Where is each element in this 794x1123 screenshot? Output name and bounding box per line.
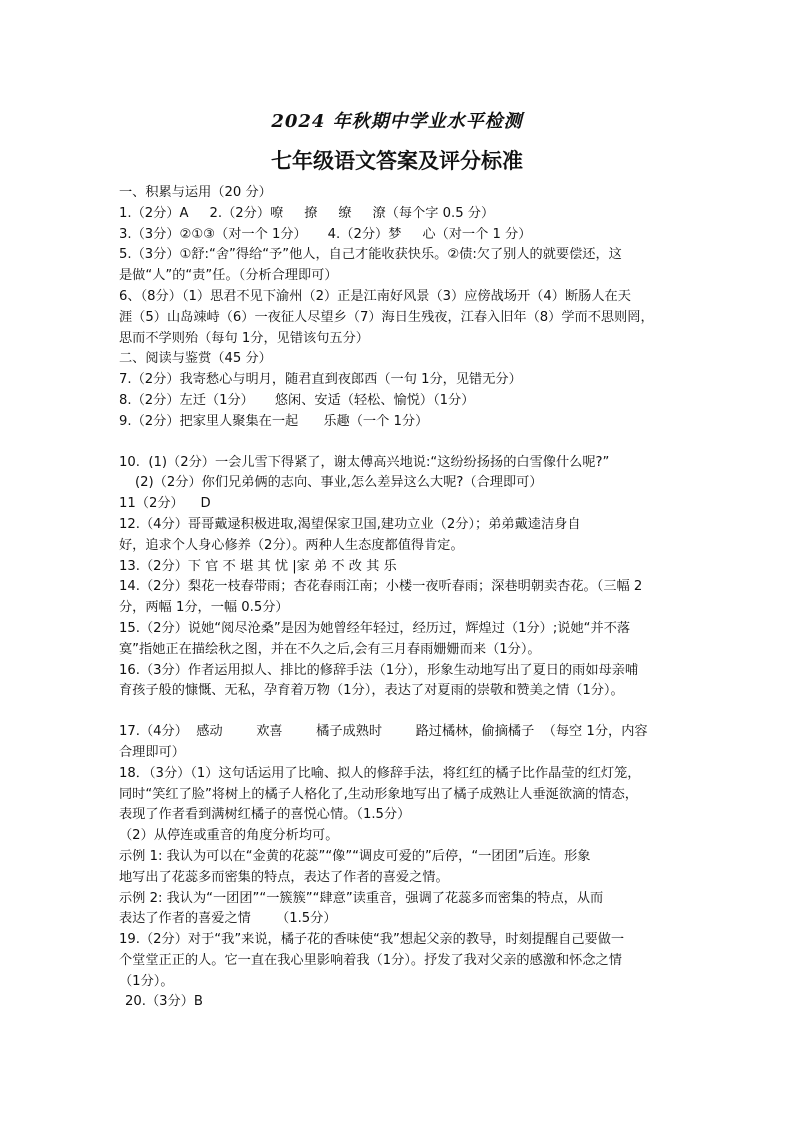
answer-line: （1分）。 — [119, 973, 174, 989]
answer-line: 示例 2: 我认为“一团团”“一簇簇”“肆意”读重音，强调了花蕊多而密集的特点，从而 — [119, 890, 604, 906]
answer-line: 涯（5）山岛竦峙（6）一夜征人尽望乡（7）海日生残夜，江春入旧年（8）学而不思则罔， — [119, 309, 654, 325]
answer-line: 思而不学则殆（每句 1分，见错该句五分） — [119, 330, 369, 346]
answer-key-title: 七年级语文答案及评分标准 — [271, 149, 523, 173]
answer-line: 合理即可） — [119, 744, 185, 760]
answer-line: 同时“笑红了脸”将树上的橘子人格化了,生动形象地写出了橘子成熟让人垂涎欲滴的情态， — [119, 786, 638, 802]
answer-line: 地写出了花蕊多而密集的特点，表达了作者的喜爱之情。 — [119, 869, 449, 885]
section-heading: 二、阅读与鉴赏（45 分） — [119, 351, 272, 367]
answer-line: 9.（2分）把家里人聚集在一起 乐趣（一个 1分） — [119, 413, 429, 429]
answer-line: 6、（8分）（1）思君不见下渝州（2）正是江南好风景（3）应傍战场开（4）断肠人在天 — [119, 288, 631, 304]
answer-line: 20.（3分）B — [125, 994, 203, 1010]
answer-line: 8.（2分）左迁（1分） 悠闲、安适（轻松、愉悦）（1分） — [119, 392, 475, 408]
answer-line: 18．（3分）（1）这句话运用了比喻、拟人的修辞手法，将红红的橘子比作晶莹的红灯笼， — [119, 765, 641, 781]
answer-line: 好，追求个人身心修养（2分）。两种人生态度都值得肯定。 — [119, 537, 464, 553]
answer-line: 表达了作者的喜爱之情 （1.5分） — [119, 911, 337, 927]
answer-line: 10. (1)（2分）一会儿雪下得紧了，谢太傅高兴地说:“这纷纷扬扬的白雪像什么呢?” — [119, 454, 610, 470]
exam-title: 2024 年秋期中学业水平检测 — [271, 111, 523, 132]
answer-line: 育孩子般的慷慨、无私，孕育着万物（1分），表达了对夏雨的崇敬和赞美之情（1分）。 — [119, 683, 624, 699]
answer-line: 个堂堂正正的人。它一直在我心里影响着我（1分）。抒发了我对父亲的感激和怀念之情 — [119, 952, 622, 968]
answer-line: 16.（3分）作者运用拟人、排比的修辞手法（1分），形象生动地写出了夏日的雨如母亲哺 — [119, 662, 639, 678]
answer-line: 13.（2分）下 官 不 堪 其 忧 |家 弟 不 改 其 乐 — [119, 558, 397, 574]
answer-line: （2）从停连或重音的角度分析均可。 — [119, 828, 339, 844]
answer-line: 表现了作者看到满树红橘子的喜悦心情。（1.5分） — [119, 807, 411, 823]
answer-line: 5.（3分）①舒:“舍”得给“予”他人，自己才能收获快乐。②债:欠了别人的就要偿还，这 — [119, 247, 622, 263]
answer-line: 11（2分） D — [119, 496, 211, 512]
answer-line: 1.（2分）A 2.（2分）嘹 撩 缭 潦（每个字 0.5 分） — [119, 205, 495, 221]
answer-line: 15.（2分）说她“阅尽沧桑”是因为她曾经年轻过，经历过，辉煌过（1分）;说她“并不落 — [119, 620, 631, 636]
answer-line: 7.（2分）我寄愁心与明月，随君直到夜郎西（一句 1分，见错无分） — [119, 372, 522, 388]
answer-line: 3.（3分）②①③（对一个 1分） 4.（2分）梦 心（对一个 1 分） — [119, 226, 532, 242]
section-heading: 一、积累与运用（20 分） — [119, 185, 272, 200]
answer-line: 14.（2分）梨花一枝春带雨；杏花春雨江南；小楼一夜听春雨；深巷明朝卖杏花。（三幅 2 — [119, 579, 643, 595]
answer-line: 是做“人”的“责”任。（分析合理即可） — [119, 268, 338, 284]
answer-content — [119, 183, 679, 1013]
answer-line: 示例 1: 我认为可以在“金黄的花蕊”“像”“调皮可爱的”后停，“一团团”后连。形象 — [119, 848, 591, 864]
answer-line: 12.（4分）哥哥戴逯积极进取,渴望保家卫国,建功立业（2分）；弟弟戴逵洁身自 — [119, 516, 581, 532]
answer-line: 分，两幅 1分，一幅 0.5分） — [119, 600, 289, 616]
answer-line: 寞”指她正在描绘秋之图，并在不久之后,会有三月春雨姗姗而来（1分）。 — [119, 641, 541, 657]
answer-line: 17.（4分） 感动 欢喜 橘子成熟时 路过橘林，偷摘橘子 （每空 1分，内容 — [119, 724, 648, 740]
answer-line: (2)（2分）你们兄弟俩的志向、事业,怎么差异这么大呢?（合理即可） — [135, 475, 543, 491]
answer-line: 19.（2分）对于“我”来说，橘子花的香味使“我”想起父亲的教导，时刻提醒自己要做一 — [119, 932, 625, 948]
